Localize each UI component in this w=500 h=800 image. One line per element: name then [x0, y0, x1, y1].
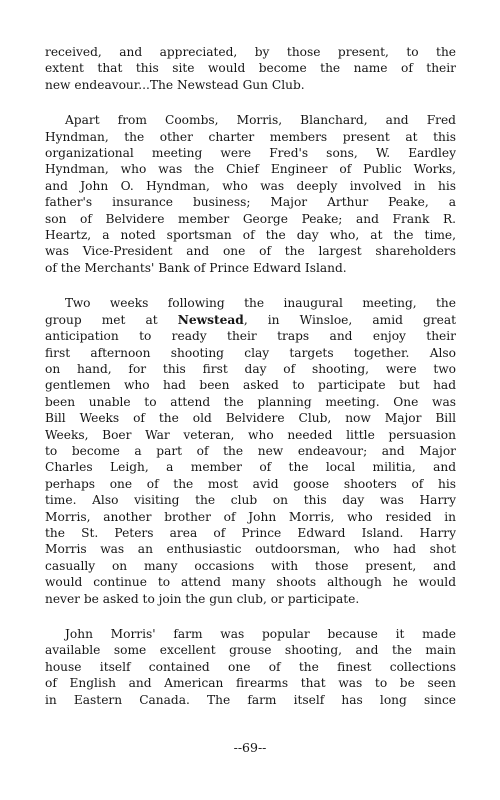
text-line: Heartz, a noted sportsman of the day who, at the time,	[45, 228, 456, 243]
text-line: was Vice-President and one of the largest shareholders	[45, 244, 456, 259]
text-line: gentlemen who had been asked to participate but had	[45, 378, 456, 393]
text-line: Bill Weeks of the old Belvidere Club, now Major Bill	[45, 411, 456, 426]
text-line: John Morris' farm was popular because it made	[65, 627, 456, 641]
text-line: father's insurance business; Major Arthur Peake, a	[45, 195, 456, 210]
text-line: Weeks, Boer War veteran, who needed little persuasion	[45, 427, 456, 442]
paragraph-2	[45, 112, 456, 276]
text-fragment: group met at	[45, 312, 178, 327]
text-line: available some excellent grouse shooting, and the main	[45, 643, 456, 658]
text-line: Hyndman, who was the Chief Engineer of Public Works,	[45, 162, 456, 177]
text-line-with-bold	[45, 312, 456, 328]
newstead-bold-name: Newstead	[177, 312, 244, 327]
text-line: time. Also visiting the club on this day was Harry	[45, 493, 456, 508]
text-line: Hyndman, the other charter members present at this	[45, 129, 456, 144]
text-line: Apart from Coombs, Morris, Blanchard, and Fred	[65, 113, 456, 128]
text-line: Charles Leigh, a member of the local militia, and	[45, 460, 456, 475]
text-line: of English and American firearms that was to be seen	[45, 676, 456, 691]
text-line: new endeavour...The Newstead Gun Club.	[45, 77, 305, 92]
text-line: the St. Peters area of Prince Edward Island. Harry	[45, 525, 456, 540]
page-number: --69--	[233, 740, 267, 755]
text-line: son of Belvidere member George Peake; and Frank R.	[45, 211, 456, 226]
text-line: Two weeks following the inaugural meeting, the	[65, 296, 456, 311]
text-line: never be asked to join the gun club, or participate.	[45, 591, 360, 606]
paragraph-3	[45, 295, 456, 607]
text-line: of the Merchants' Bank of Prince Edward Island.	[45, 260, 347, 275]
text-line: been unable to attend the planning meeting. One was	[45, 394, 456, 409]
text-fragment: , in Winsloe, amid great	[243, 312, 456, 327]
text-line: on hand, for this first day of shooting, were two	[45, 361, 456, 376]
text-line: Morris, another brother of John Morris, who resided in	[45, 509, 456, 524]
text-line: casually on many occasions with those present, and	[45, 558, 456, 573]
text-line: house itself contained one of the finest collections	[45, 659, 456, 674]
text-line: organizational meeting were Fred's sons, W. Eardley	[45, 146, 456, 161]
text-line: anticipation to ready their traps and enjoy their	[45, 329, 456, 344]
text-line: to become a part of the new endeavour; and Major	[45, 443, 456, 458]
text-line: perhaps one of the most avid goose shooters of his	[45, 476, 456, 491]
text-line: would continue to attend many shoots although he would	[45, 575, 456, 590]
paragraph-4	[45, 626, 456, 708]
paragraph-1	[45, 44, 456, 93]
text-line: extent that this site would become the name of their	[45, 61, 456, 76]
text-line: received, and appreciated, by those present, to the	[45, 45, 456, 59]
text-line: and John O. Hyndman, who was deeply involved in his	[45, 178, 456, 193]
text-line: Morris was an enthusiastic outdoorsman, who had shot	[45, 542, 456, 557]
text-line: in Eastern Canada. The farm itself has long since	[45, 692, 456, 707]
text-line: first afternoon shooting clay targets together. Also	[45, 345, 456, 360]
